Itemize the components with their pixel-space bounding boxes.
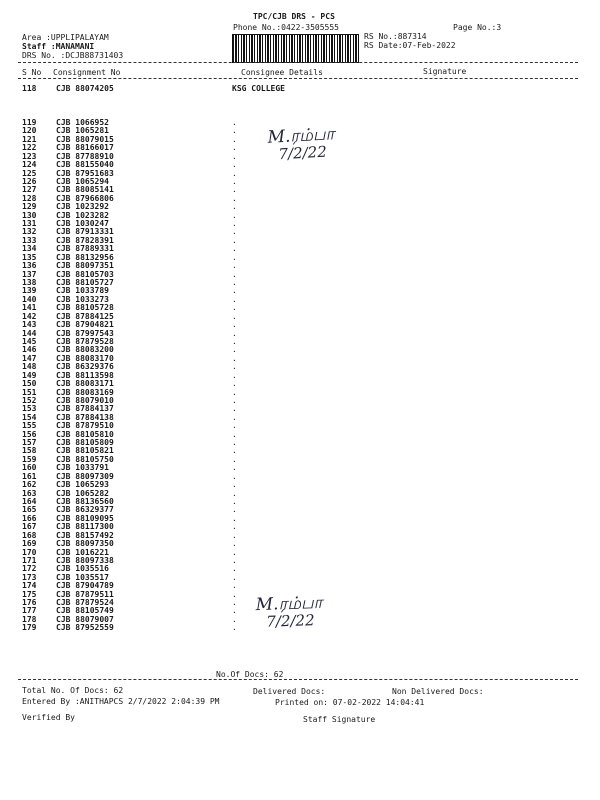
row-dot: . (232, 269, 237, 279)
row-sno: 120 (22, 126, 37, 136)
row-sno: 178 (22, 614, 37, 624)
row-dot: . (232, 320, 237, 330)
row-consignment: CJB 87879511 (56, 589, 114, 599)
row-dot: . (232, 118, 237, 127)
row-sno: 121 (22, 134, 37, 144)
entered-by: Entered By :ANITHAPCS 2/7/2022 2:04:39 PM (22, 697, 220, 706)
phone-number: Phone No.:0422-3505555 (233, 23, 339, 32)
row-dot: . (232, 227, 237, 237)
row-sno: 130 (22, 210, 37, 220)
row-dot: . (232, 606, 237, 616)
row-consignment: CJB 86329376 (56, 362, 114, 372)
row-dot: . (232, 547, 237, 557)
column-header-signature: Signature (423, 67, 467, 76)
row-consignment: CJB 88105727 (56, 278, 114, 288)
row-consignment: CJB 1066952 (56, 118, 109, 127)
row-sno: 176 (22, 598, 37, 608)
row-dot: . (232, 412, 237, 422)
row-consignment: CJB 88079007 (56, 614, 114, 624)
row-consignment: CJB 88136560 (56, 496, 114, 506)
row-dot: . (232, 488, 237, 498)
row-dot: . (232, 294, 237, 304)
row-sno: 169 (22, 539, 37, 549)
row-sno: 175 (22, 589, 37, 599)
row-sno: 129 (22, 202, 37, 212)
row-dot: . (232, 480, 237, 490)
row-consignment: CJB 1065282 (56, 488, 109, 498)
row-sno: 151 (22, 387, 37, 397)
row-dot: . (232, 505, 237, 515)
total-docs: Total No. Of Docs: 62 (22, 686, 124, 695)
row-dot: . (232, 438, 237, 448)
row-consignment: CJB 88097338 (56, 555, 114, 565)
row-consignment: CJB 88083171 (56, 379, 114, 389)
row-consignment: CJB 88079010 (56, 395, 114, 405)
row-sno: 160 (22, 463, 37, 473)
row-sno: 148 (22, 362, 37, 372)
row-dot: . (232, 151, 237, 161)
row-sno: 152 (22, 395, 37, 405)
row-dot: . (232, 176, 237, 186)
row-sno: 174 (22, 581, 37, 591)
row-sno: 142 (22, 311, 37, 321)
row-dot: . (232, 530, 237, 540)
signature-date: 7/2/22 (266, 611, 315, 631)
staff-signature: Staff Signature (303, 715, 376, 724)
row-consignment: CJB 88079015 (56, 134, 114, 144)
row-consignment: CJB 88097309 (56, 471, 114, 481)
row-sno: 145 (22, 336, 37, 346)
row-dot: . (232, 168, 237, 178)
row-dot: . (232, 387, 237, 397)
row-dot: . (232, 362, 237, 372)
row-dot: . (232, 244, 237, 254)
row-sno: 161 (22, 471, 37, 481)
row-sno: 124 (22, 160, 37, 170)
table-row (22, 624, 272, 632)
row-sno: 128 (22, 193, 37, 203)
row-consignment: CJB 1023282 (56, 210, 109, 220)
row-dot: . (232, 328, 237, 338)
delivered-docs: Delivered Docs: (253, 687, 326, 696)
row-sno: 131 (22, 219, 37, 229)
row-dot: . (232, 379, 237, 389)
row-sno: 155 (22, 421, 37, 431)
row-consignment: CJB 88155040 (56, 160, 114, 170)
row-sno: 154 (22, 412, 37, 422)
row-dot: . (232, 614, 237, 624)
row-consignment: CJB 88083200 (56, 345, 114, 355)
row-dot: . (232, 160, 237, 170)
row-sno: 123 (22, 151, 37, 161)
row-sno: 153 (22, 404, 37, 414)
row-consignment: CJB 87904789 (56, 581, 114, 591)
row-consignment: CJB 88105810 (56, 429, 114, 439)
row-sno: 118 (22, 84, 37, 93)
docs-count: No.Of Docs: 62 (216, 670, 284, 679)
divider (18, 679, 578, 680)
verified-by: Verified By (22, 713, 75, 722)
row-consignment: CJB 87904821 (56, 320, 114, 330)
row-consignment: CJB 87889331 (56, 244, 114, 254)
row-consignment: CJB 86329377 (56, 505, 114, 515)
row-dot: . (232, 555, 237, 565)
row-consignment: CJB 1033789 (56, 286, 109, 296)
row-dot: . (232, 261, 237, 271)
row-consignment: CJB 88085141 (56, 185, 114, 195)
row-sno: 177 (22, 606, 37, 616)
row-dot: . (232, 454, 237, 464)
row-consignment: CJB 87884138 (56, 412, 114, 422)
row-sno: 166 (22, 513, 37, 523)
row-consignee: KSG COLLEGE (232, 84, 285, 93)
row-dot: . (232, 539, 237, 549)
rs-number: RS No.:887314 (364, 32, 427, 41)
row-consignment: CJB 88109095 (56, 513, 114, 523)
row-sno: 173 (22, 572, 37, 582)
row-sno: 149 (22, 370, 37, 380)
row-sno: 172 (22, 564, 37, 574)
row-sno: 125 (22, 168, 37, 178)
row-dot: . (232, 143, 237, 153)
row-dot: . (232, 345, 237, 355)
column-header-consignment: Consignment No (53, 68, 121, 77)
row-sno: 127 (22, 185, 37, 195)
row-consignment: CJB 87997543 (56, 328, 114, 338)
row-dot: . (232, 421, 237, 431)
row-dot: . (232, 185, 237, 195)
row-sno: 138 (22, 278, 37, 288)
row-sno: 136 (22, 261, 37, 271)
row-dot: . (232, 471, 237, 481)
row-dot: . (232, 193, 237, 203)
row-consignment: CJB 87879510 (56, 421, 114, 431)
row-sno: 162 (22, 480, 37, 490)
row-consignment: CJB 88105728 (56, 303, 114, 313)
row-sno: 133 (22, 235, 37, 245)
row-dot: . (232, 598, 237, 608)
handwritten-signature (255, 593, 323, 631)
printed-on: Printed on: 07-02-2022 14:04:41 (275, 698, 425, 707)
row-consignment: CJB 87879528 (56, 336, 114, 346)
barcode (232, 34, 359, 63)
row-sno: 139 (22, 286, 37, 296)
row-consignment: CJB 88117300 (56, 522, 114, 532)
row-consignment: CJB 88105809 (56, 438, 114, 448)
row-consignment: CJB 88105749 (56, 606, 114, 616)
row-dot: . (232, 589, 237, 599)
row-sno: 132 (22, 227, 37, 237)
row-consignment: CJB 87952559 (56, 623, 114, 633)
row-dot: . (232, 278, 237, 288)
row-sno: 168 (22, 530, 37, 540)
row-sno: 158 (22, 446, 37, 456)
row-dot: . (232, 353, 237, 363)
row-consignment: CJB 87879524 (56, 598, 114, 608)
row-sno: 122 (22, 143, 37, 153)
row-sno: 135 (22, 252, 37, 262)
row-sno: 170 (22, 547, 37, 557)
row-dot: . (232, 210, 237, 220)
row-consignment: CJB 87884137 (56, 404, 114, 414)
staff-label: Staff :MANAMANI (22, 42, 95, 51)
row-consignment: CJB 87951683 (56, 168, 114, 178)
row-consignment: CJB 1035517 (56, 572, 109, 582)
signature-text: M.ரம்பா (255, 592, 323, 616)
row-sno: 167 (22, 522, 37, 532)
row-consignment: CJB 88083170 (56, 353, 114, 363)
divider (18, 78, 578, 79)
row-sno: 119 (22, 118, 37, 127)
row-sno: 179 (22, 623, 37, 633)
row-dot: . (232, 395, 237, 405)
row-sno: 147 (22, 353, 37, 363)
row-consignment: CJB 87788910 (56, 151, 114, 161)
row-sno: 141 (22, 303, 37, 313)
rs-date: RS Date:07-Feb-2022 (364, 41, 456, 50)
row-consignment: CJB 1016221 (56, 547, 109, 557)
row-sno: 157 (22, 438, 37, 448)
row-dot: . (232, 202, 237, 212)
row-consignment: CJB 87913331 (56, 227, 114, 237)
row-dot: . (232, 235, 237, 245)
row-sno: 163 (22, 488, 37, 498)
row-consignment: CJB 88105703 (56, 269, 114, 279)
row-consignment: CJB 88105750 (56, 454, 114, 464)
column-header-sno: S No (22, 68, 42, 77)
row-consignment: CJB 1035516 (56, 564, 109, 574)
row-dot: . (232, 311, 237, 321)
row-sno: 171 (22, 555, 37, 565)
row-dot: . (232, 429, 237, 439)
row-sno: 137 (22, 269, 37, 279)
row-consignment: CJB 1023292 (56, 202, 109, 212)
divider (18, 62, 578, 63)
row-dot: . (232, 370, 237, 380)
row-consignment: CJB 1065281 (56, 126, 109, 136)
row-consignment: CJB 1065293 (56, 480, 109, 490)
row-sno: 140 (22, 294, 37, 304)
row-dot: . (232, 463, 237, 473)
row-dot: . (232, 219, 237, 229)
row-dot: . (232, 522, 237, 532)
handwritten-signature (267, 124, 336, 163)
consignment-list (22, 119, 272, 633)
row-dot: . (232, 134, 237, 144)
row-sno: 165 (22, 505, 37, 515)
row-dot: . (232, 564, 237, 574)
signature-text: M.ரம்பா (267, 124, 335, 148)
document-title: TPC/CJB DRS - PCS (253, 12, 335, 21)
row-consignment: CJB 87966806 (56, 193, 114, 203)
non-delivered-docs: Non Delivered Docs: (392, 687, 484, 696)
area-label: Area :UPPLIPALAYAM (22, 33, 109, 42)
row-consignment: CJB 88132956 (56, 252, 114, 262)
drs-number: DRS No. :DCJB8873140З (22, 51, 124, 60)
row-sno: 126 (22, 176, 37, 186)
row-dot: . (232, 623, 237, 633)
row-sno: 143 (22, 320, 37, 330)
row-consignment: CJB 1065294 (56, 176, 109, 186)
row-consignment: CJB 88074205 (56, 84, 114, 93)
row-dot: . (232, 572, 237, 582)
row-consignment: CJB 88105821 (56, 446, 114, 456)
row-sno: 146 (22, 345, 37, 355)
row-dot: . (232, 404, 237, 414)
row-sno: 150 (22, 379, 37, 389)
row-dot: . (232, 126, 237, 136)
row-consignment: CJB 88113598 (56, 370, 114, 380)
column-header-consignee: Consignee Details (241, 68, 323, 77)
row-dot: . (232, 581, 237, 591)
row-dot: . (232, 446, 237, 456)
row-consignment: CJB 87884125 (56, 311, 114, 321)
page-number: Page No.:3 (453, 23, 502, 32)
signature-date: 7/2/22 (278, 142, 328, 164)
row-sno: 159 (22, 454, 37, 464)
row-consignment: CJB 1030247 (56, 219, 109, 229)
row-consignment: CJB 88097351 (56, 261, 114, 271)
row-consignment: CJB 88083169 (56, 387, 114, 397)
row-dot: . (232, 303, 237, 313)
row-dot: . (232, 513, 237, 523)
row-consignment: CJB 88157492 (56, 530, 114, 540)
row-consignment: CJB 1033791 (56, 463, 109, 473)
row-sno: 144 (22, 328, 37, 338)
row-consignment: CJB 88097350 (56, 539, 114, 549)
row-dot: . (232, 336, 237, 346)
row-sno: 164 (22, 496, 37, 506)
row-dot: . (232, 496, 237, 506)
row-sno: 134 (22, 244, 37, 254)
row-sno: 156 (22, 429, 37, 439)
row-consignment: CJB 88166017 (56, 143, 114, 153)
row-consignment: CJB 87828391 (56, 235, 114, 245)
row-dot: . (232, 286, 237, 296)
row-dot: . (232, 252, 237, 262)
row-consignment: CJB 1033273 (56, 294, 109, 304)
